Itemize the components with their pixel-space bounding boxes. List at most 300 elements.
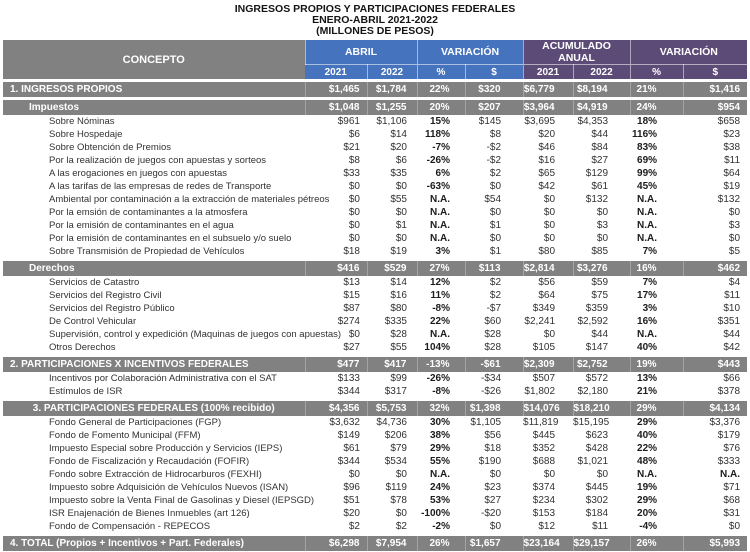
cell-acum-2021: $11,819 bbox=[523, 417, 559, 428]
cell-var2-pct: 19% bbox=[630, 356, 683, 373]
cell-var2-amt: $38 bbox=[723, 142, 741, 153]
table-row bbox=[3, 289, 747, 302]
cell-var2-amt: $4,134 bbox=[683, 400, 747, 417]
cell-var-amt: $2 bbox=[489, 168, 502, 179]
cell-var-pct: 20% bbox=[417, 99, 465, 116]
cell-acum-2022: $85 bbox=[591, 246, 609, 257]
cell-abril-2022: $1,106 bbox=[376, 116, 407, 127]
cell-var2-amt: $76 bbox=[723, 443, 741, 454]
row-label: Por la emisión de contaminantes en el subsuelo y/o suelo bbox=[49, 233, 292, 244]
cell-var2-pct: 7% bbox=[642, 277, 658, 288]
cell-var-amt: -$2 bbox=[486, 142, 502, 153]
cell-acum-2022: $623 bbox=[585, 430, 609, 441]
row-label: Servicios de Catastro bbox=[49, 277, 140, 288]
cell-var-amt: $28 bbox=[484, 329, 502, 340]
cell-var2-amt: $11 bbox=[724, 290, 741, 301]
cell-var-amt: $2 bbox=[489, 277, 502, 288]
cell-var2-amt: $23 bbox=[723, 129, 741, 140]
cell-acum-2022: $84 bbox=[591, 142, 609, 153]
cell-var-pct: 22% bbox=[429, 316, 450, 327]
row-label: Por la emsión de contaminantes a la atmosfera bbox=[49, 207, 248, 218]
row-label: Incentivos por Colaboración Administrativa con el SAT bbox=[49, 373, 277, 384]
row-label: 2. PARTICIPACIONES X INCENTIVOS FEDERALES bbox=[3, 356, 305, 373]
cell-var-pct: -100% bbox=[421, 508, 450, 519]
cell-var-pct: 22% bbox=[417, 81, 465, 99]
cell-var-pct: 30% bbox=[429, 417, 450, 428]
report-title bbox=[0, 0, 750, 37]
cell-acum-2021: $0 bbox=[543, 194, 556, 205]
cell-var-pct: N.A. bbox=[430, 329, 450, 340]
row-label: Fondo de Fomento Municipal (FFM) bbox=[49, 430, 201, 441]
cell-var2-pct: 83% bbox=[637, 142, 658, 153]
cell-var2-pct: 40% bbox=[637, 342, 658, 353]
row-label: A las erogaciones en juegos con apuestas bbox=[49, 168, 227, 179]
row-label: Servicios del Registro Civil bbox=[49, 290, 162, 301]
cell-acum-2022: $27 bbox=[591, 155, 609, 166]
table-row bbox=[3, 219, 747, 232]
cell-var-amt: -$20 bbox=[481, 508, 502, 519]
cell-var-pct: 55% bbox=[429, 456, 450, 467]
row-label: Por la emisión de contaminantes en el agua bbox=[49, 220, 234, 231]
cell-var-amt: $1 bbox=[489, 220, 502, 231]
cell-abril-2021: $0 bbox=[348, 181, 360, 192]
cell-var2-pct: N.A. bbox=[637, 233, 658, 244]
cell-acum-2021: $2,814 bbox=[523, 260, 573, 277]
cell-var-amt: $56 bbox=[484, 430, 502, 441]
cell-var-amt: $0 bbox=[489, 207, 502, 218]
cell-var-pct: 12% bbox=[429, 277, 450, 288]
row-label: Impuestos bbox=[3, 99, 305, 116]
cell-acum-2021: $65 bbox=[538, 168, 556, 179]
cell-var2-pct: 20% bbox=[637, 508, 658, 519]
cell-acum-2021: $0 bbox=[543, 220, 556, 231]
cell-var-pct: N.A. bbox=[430, 207, 450, 218]
cell-acum-2021: $1,802 bbox=[524, 386, 556, 397]
row-label: Otros Derechos bbox=[49, 342, 116, 353]
cell-abril-2021: $344 bbox=[337, 386, 360, 397]
row-label: Sobre Obtención de Premios bbox=[49, 142, 171, 153]
cell-var2-pct: 99% bbox=[637, 168, 658, 179]
cell-var-amt: $2 bbox=[489, 290, 502, 301]
cell-var-pct: 29% bbox=[429, 443, 450, 454]
cell-var-amt: -$34 bbox=[481, 373, 502, 384]
cell-acum-2021: $688 bbox=[532, 456, 556, 467]
cell-acum-2022: $302 bbox=[585, 495, 609, 506]
cell-var2-amt: $66 bbox=[723, 373, 741, 384]
cell-var2-amt: $44 bbox=[723, 329, 741, 340]
cell-var2-amt: $11 bbox=[724, 155, 741, 166]
cell-abril-2021: $344 bbox=[337, 456, 360, 467]
cell-var2-pct: N.A. bbox=[637, 469, 658, 480]
table-row bbox=[3, 429, 747, 442]
cell-abril-2021: $87 bbox=[343, 303, 360, 314]
cell-acum-2021: $56 bbox=[538, 277, 556, 288]
cell-acum-2022: $29,157 bbox=[573, 535, 630, 552]
income-table bbox=[3, 40, 747, 551]
table-row bbox=[3, 141, 747, 154]
cell-acum-2021: $0 bbox=[543, 329, 556, 340]
cell-var2-pct: 48% bbox=[637, 456, 658, 467]
row-label: Servicios del Registro Público bbox=[49, 303, 175, 314]
cell-var2-pct: -4% bbox=[639, 521, 658, 532]
cell-var-pct: 32% bbox=[417, 400, 465, 417]
cell-var2-amt: $5 bbox=[728, 246, 741, 257]
cell-var-pct: -8% bbox=[432, 303, 450, 314]
cell-abril-2022: $317 bbox=[384, 386, 407, 397]
cell-var-pct: 3% bbox=[435, 246, 450, 257]
cell-acum-2022: $2,592 bbox=[577, 316, 609, 327]
cell-var-pct: -7% bbox=[432, 142, 450, 153]
cell-var-pct: 6% bbox=[435, 168, 450, 179]
subheader-abril-2022: 2022 bbox=[367, 65, 417, 81]
group-header-variacion-1: VARIACIÓN bbox=[417, 40, 523, 65]
cell-var2-amt: $462 bbox=[683, 260, 747, 277]
cell-var2-amt: $443 bbox=[683, 356, 747, 373]
cell-acum-2022: $0 bbox=[596, 469, 609, 480]
cell-var-pct: -2% bbox=[432, 521, 450, 532]
row-label: Estímulos de ISR bbox=[49, 386, 123, 397]
subheader-acum-2021: 2021 bbox=[523, 65, 573, 81]
cell-var2-amt: $0 bbox=[728, 207, 741, 218]
cell-abril-2022: $20 bbox=[390, 142, 407, 153]
cell-var2-pct: 16% bbox=[637, 316, 658, 327]
table-row bbox=[3, 481, 747, 494]
cell-acum-2022: $0 bbox=[596, 233, 609, 244]
cell-abril-2021: $96 bbox=[343, 482, 360, 493]
cell-acum-2022: $428 bbox=[585, 443, 609, 454]
cell-acum-2022: $2,180 bbox=[577, 386, 609, 397]
cell-abril-2022: $35 bbox=[390, 168, 407, 179]
cell-var2-amt: $42 bbox=[723, 342, 741, 353]
cell-acum-2022: $61 bbox=[591, 181, 609, 192]
subheader-var-amt: $ bbox=[465, 65, 523, 81]
cell-var2-pct: 24% bbox=[630, 99, 683, 116]
table-row bbox=[3, 468, 747, 481]
cell-acum-2022: $572 bbox=[585, 373, 609, 384]
cell-acum-2021: $42 bbox=[538, 181, 556, 192]
table-row bbox=[3, 260, 747, 277]
cell-abril-2021: $0 bbox=[348, 220, 360, 231]
table-row bbox=[3, 99, 747, 116]
cell-var-pct: 104% bbox=[424, 342, 450, 353]
cell-abril-2022: $6 bbox=[395, 155, 407, 166]
row-label: Fondo de Compensación - REPECOS bbox=[49, 521, 211, 532]
row-label: Derechos bbox=[3, 260, 305, 277]
table-row bbox=[3, 442, 747, 455]
cell-var2-amt: $19 bbox=[723, 181, 741, 192]
cell-var2-amt: $3 bbox=[728, 220, 741, 231]
cell-abril-2022: $4,736 bbox=[376, 417, 407, 428]
cell-var2-pct: 21% bbox=[630, 81, 683, 99]
cell-var2-amt: $4 bbox=[728, 277, 741, 288]
cell-abril-2022: $0 bbox=[395, 233, 407, 244]
row-label: Fondo sobre Extracción de Hidrocarburos (FEXHI) bbox=[49, 469, 262, 480]
group-header-abril: ABRIL bbox=[305, 40, 417, 65]
subheader-var2-amt: $ bbox=[683, 65, 747, 81]
cell-acum-2022: $359 bbox=[585, 303, 609, 314]
row-label: Sobre Nóminas bbox=[49, 116, 115, 127]
cell-var2-amt: $10 bbox=[723, 303, 741, 314]
cell-var-amt: -$2 bbox=[486, 155, 502, 166]
cell-acum-2022: $132 bbox=[585, 194, 609, 205]
cell-var-amt: $320 bbox=[465, 81, 523, 99]
cell-var2-pct: 29% bbox=[630, 400, 683, 417]
cell-acum-2021: $64 bbox=[538, 290, 556, 301]
cell-acum-2021: $16 bbox=[538, 155, 556, 166]
cell-var2-pct: 16% bbox=[630, 260, 683, 277]
group-header-acumulado-anual: ACUMULADO ANUAL bbox=[523, 40, 630, 65]
cell-var-amt: $207 bbox=[465, 99, 523, 116]
subheader-acum-2022: 2022 bbox=[573, 65, 630, 81]
cell-abril-2021: $20 bbox=[343, 508, 360, 519]
cell-abril-2021: $274 bbox=[337, 316, 360, 327]
cell-var-pct: -13% bbox=[417, 356, 465, 373]
table-row bbox=[3, 520, 747, 535]
table-row bbox=[3, 81, 747, 99]
cell-acum-2021: $2,309 bbox=[523, 356, 573, 373]
cell-var2-amt: $64 bbox=[723, 168, 741, 179]
cell-abril-2021: $1,048 bbox=[305, 99, 367, 116]
table-row bbox=[3, 385, 747, 400]
table-row bbox=[3, 372, 747, 385]
row-label: Impuesto Especial sobre Producción y Servicios (IEPS) bbox=[49, 443, 283, 454]
concepto-header: CONCEPTO bbox=[3, 40, 305, 81]
subheader-var-pct: % bbox=[417, 65, 465, 81]
cell-abril-2022: $55 bbox=[390, 194, 407, 205]
cell-acum-2022: $44 bbox=[591, 329, 609, 340]
table-row bbox=[3, 154, 747, 167]
cell-var-pct: N.A. bbox=[430, 233, 450, 244]
table-row bbox=[3, 167, 747, 180]
cell-var-amt: $1,657 bbox=[465, 535, 523, 552]
cell-var2-amt: $0 bbox=[728, 521, 741, 532]
cell-var-pct: N.A. bbox=[430, 220, 450, 231]
table-row bbox=[3, 115, 747, 128]
table-row bbox=[3, 315, 747, 328]
cell-acum-2022: $59 bbox=[591, 277, 609, 288]
cell-acum-2022: $18,210 bbox=[573, 400, 630, 417]
cell-var-amt: $1,398 bbox=[465, 400, 523, 417]
cell-var-amt: $8 bbox=[489, 129, 502, 140]
cell-abril-2022: $335 bbox=[384, 316, 407, 327]
row-label: Por la realización de juegos con apuestas y sorteos bbox=[49, 155, 267, 166]
cell-abril-2022: $28 bbox=[390, 329, 407, 340]
row-label: Sobre Hospedaje bbox=[49, 129, 123, 140]
cell-var-pct: 26% bbox=[417, 535, 465, 552]
row-label: Supervisión, control y expedición (Maquinas de juegos con apuestas) bbox=[49, 329, 342, 340]
cell-var-pct: N.A. bbox=[430, 194, 450, 205]
cell-abril-2021: $133 bbox=[337, 373, 360, 384]
cell-abril-2022: $0 bbox=[395, 508, 407, 519]
cell-acum-2021: $445 bbox=[532, 430, 556, 441]
cell-abril-2022: $55 bbox=[390, 342, 407, 353]
cell-var2-pct: 29% bbox=[637, 495, 658, 506]
table-row bbox=[3, 232, 747, 245]
cell-var2-amt: $31 bbox=[723, 508, 741, 519]
cell-var-pct: 53% bbox=[429, 495, 450, 506]
cell-var-amt: $54 bbox=[484, 194, 502, 205]
cell-var2-pct: 40% bbox=[637, 430, 658, 441]
cell-var-pct: -26% bbox=[426, 155, 450, 166]
cell-var-amt: $0 bbox=[489, 469, 502, 480]
cell-var-amt: $1 bbox=[489, 246, 502, 257]
cell-abril-2022: $119 bbox=[385, 482, 407, 493]
cell-acum-2021: $507 bbox=[532, 373, 556, 384]
cell-abril-2022: $534 bbox=[384, 456, 407, 467]
cell-var2-amt: N.A. bbox=[720, 469, 741, 480]
cell-acum-2022: $8,194 bbox=[573, 81, 630, 99]
cell-var2-amt: $179 bbox=[717, 430, 741, 441]
cell-abril-2022: $99 bbox=[390, 373, 407, 384]
cell-var2-pct: 22% bbox=[637, 443, 658, 454]
cell-abril-2022: $19 bbox=[390, 246, 407, 257]
cell-acum-2021: $20 bbox=[538, 129, 556, 140]
row-label: Fondo de Fiscalización y Recaudación (FOFIR) bbox=[49, 456, 250, 467]
cell-var2-amt: $658 bbox=[717, 116, 741, 127]
table-row bbox=[3, 180, 747, 193]
cell-abril-2021: $0 bbox=[348, 233, 360, 244]
cell-acum-2022: $184 bbox=[585, 508, 609, 519]
cell-abril-2022: $78 bbox=[390, 495, 407, 506]
cell-var-amt: $60 bbox=[484, 316, 502, 327]
row-label: Sobre Transmisión de Propiedad de Vehículos bbox=[49, 246, 245, 257]
cell-var2-pct: 116% bbox=[632, 129, 658, 140]
cell-acum-2022: $445 bbox=[585, 482, 609, 493]
subheader-abril-2021: 2021 bbox=[305, 65, 367, 81]
report-title-line3: (MILLONES DE PESOS) bbox=[316, 25, 434, 37]
cell-acum-2021: $0 bbox=[543, 233, 556, 244]
cell-var2-amt: $68 bbox=[723, 495, 741, 506]
table-row bbox=[3, 494, 747, 507]
cell-acum-2021: $14,076 bbox=[523, 400, 573, 417]
cell-abril-2022: $7,954 bbox=[367, 535, 417, 552]
cell-var-pct: N.A. bbox=[430, 469, 450, 480]
cell-abril-2022: $14 bbox=[390, 129, 407, 140]
cell-abril-2022: $0 bbox=[395, 469, 407, 480]
cell-var-amt: -$7 bbox=[486, 303, 502, 314]
cell-acum-2022: $1,021 bbox=[577, 456, 609, 467]
cell-abril-2021: $6 bbox=[348, 129, 360, 140]
cell-var-amt: $1,105 bbox=[470, 417, 502, 428]
cell-var2-amt: $5,993 bbox=[683, 535, 747, 552]
cell-acum-2021: $234 bbox=[532, 495, 556, 506]
cell-var2-amt: $3,376 bbox=[709, 417, 741, 428]
cell-var2-pct: 45% bbox=[637, 181, 658, 192]
cell-acum-2022: $44 bbox=[591, 129, 609, 140]
cell-abril-2022: $14 bbox=[390, 277, 407, 288]
table-body bbox=[3, 81, 747, 552]
cell-abril-2022: $1,784 bbox=[367, 81, 417, 99]
cell-var2-pct: N.A. bbox=[637, 194, 658, 205]
cell-var-amt: $0 bbox=[489, 181, 502, 192]
cell-acum-2021: $374 bbox=[532, 482, 556, 493]
cell-acum-2022: $3,276 bbox=[573, 260, 630, 277]
cell-abril-2021: $4,356 bbox=[305, 400, 367, 417]
cell-var2-pct: 69% bbox=[637, 155, 658, 166]
table-row bbox=[3, 356, 747, 373]
subheader-var2-pct: % bbox=[630, 65, 683, 81]
cell-acum-2021: $12 bbox=[538, 521, 556, 532]
cell-acum-2022: $0 bbox=[596, 207, 609, 218]
cell-abril-2021: $0 bbox=[348, 194, 360, 205]
cell-var2-amt: $954 bbox=[683, 99, 747, 116]
cell-acum-2022: $129 bbox=[585, 168, 609, 179]
cell-var-amt: $145 bbox=[478, 116, 502, 127]
cell-acum-2022: $75 bbox=[591, 290, 609, 301]
table-row bbox=[3, 193, 747, 206]
cell-abril-2021: $961 bbox=[337, 116, 360, 127]
cell-var2-pct: 3% bbox=[642, 303, 658, 314]
table-row bbox=[3, 128, 747, 141]
cell-abril-2021: $0 bbox=[348, 469, 360, 480]
cell-var2-pct: 26% bbox=[630, 535, 683, 552]
cell-abril-2021: $416 bbox=[305, 260, 367, 277]
table-row bbox=[3, 341, 747, 356]
cell-var2-pct: 21% bbox=[637, 386, 658, 397]
cell-var-amt: $28 bbox=[484, 342, 502, 353]
cell-var-pct: -8% bbox=[432, 386, 450, 397]
cell-var2-pct: N.A. bbox=[637, 207, 658, 218]
report-title-line1: INGRESOS PROPIOS Y PARTICIPACIONES FEDERALES bbox=[234, 3, 516, 15]
cell-var2-amt: $132 bbox=[717, 194, 741, 205]
cell-abril-2021: $33 bbox=[343, 168, 360, 179]
cell-abril-2021: $13 bbox=[343, 277, 360, 288]
cell-var2-pct: 19% bbox=[637, 482, 658, 493]
cell-abril-2021: $21 bbox=[343, 142, 360, 153]
table-row bbox=[3, 416, 747, 429]
cell-abril-2021: $8 bbox=[348, 155, 360, 166]
table-row bbox=[3, 455, 747, 468]
cell-abril-2022: $0 bbox=[395, 181, 407, 192]
cell-abril-2022: $417 bbox=[367, 356, 417, 373]
cell-abril-2021: $1,465 bbox=[305, 81, 367, 99]
cell-var2-amt: $378 bbox=[717, 386, 741, 397]
table-row bbox=[3, 245, 747, 260]
row-label: ISR Enajenación de Bienes Inmuebles (art 126) bbox=[49, 508, 250, 519]
row-label: 3. PARTICIPACIONES FEDERALES (100% recibido) bbox=[3, 400, 305, 417]
cell-acum-2021: $153 bbox=[532, 508, 556, 519]
cell-acum-2022: $15,195 bbox=[573, 417, 610, 428]
cell-var2-pct: 29% bbox=[637, 417, 658, 428]
cell-var-amt: -$61 bbox=[465, 356, 523, 373]
row-label: A las tarifas de las empresas de redes de Transporte bbox=[49, 181, 272, 192]
cell-var-pct: 38% bbox=[429, 430, 450, 441]
cell-abril-2021: $0 bbox=[348, 329, 360, 340]
cell-acum-2021: $80 bbox=[538, 246, 556, 257]
cell-var2-pct: 17% bbox=[637, 290, 658, 301]
cell-acum-2021: $2,241 bbox=[524, 316, 556, 327]
cell-abril-2021: $51 bbox=[343, 495, 360, 506]
cell-var2-amt: $333 bbox=[717, 456, 741, 467]
cell-var2-amt: $71 bbox=[723, 482, 741, 493]
cell-abril-2022: $16 bbox=[390, 290, 407, 301]
cell-abril-2021: $149 bbox=[337, 430, 360, 441]
cell-abril-2022: $1 bbox=[395, 220, 407, 231]
table-header bbox=[3, 40, 747, 81]
cell-var2-pct: N.A. bbox=[637, 220, 658, 231]
cell-var2-pct: N.A. bbox=[637, 329, 658, 340]
table-row bbox=[3, 276, 747, 289]
cell-acum-2022: $3 bbox=[596, 220, 609, 231]
cell-abril-2021: $2 bbox=[348, 521, 360, 532]
table-row bbox=[3, 206, 747, 219]
cell-acum-2022: $4,353 bbox=[577, 116, 609, 127]
cell-var-pct: 27% bbox=[417, 260, 465, 277]
row-label: Impuesto sobre la Venta Final de Gasolinas y Diesel (IEPSGD) bbox=[49, 495, 315, 506]
cell-var2-amt: $351 bbox=[717, 316, 741, 327]
cell-var2-amt: $0 bbox=[728, 233, 741, 244]
table-row bbox=[3, 328, 747, 341]
